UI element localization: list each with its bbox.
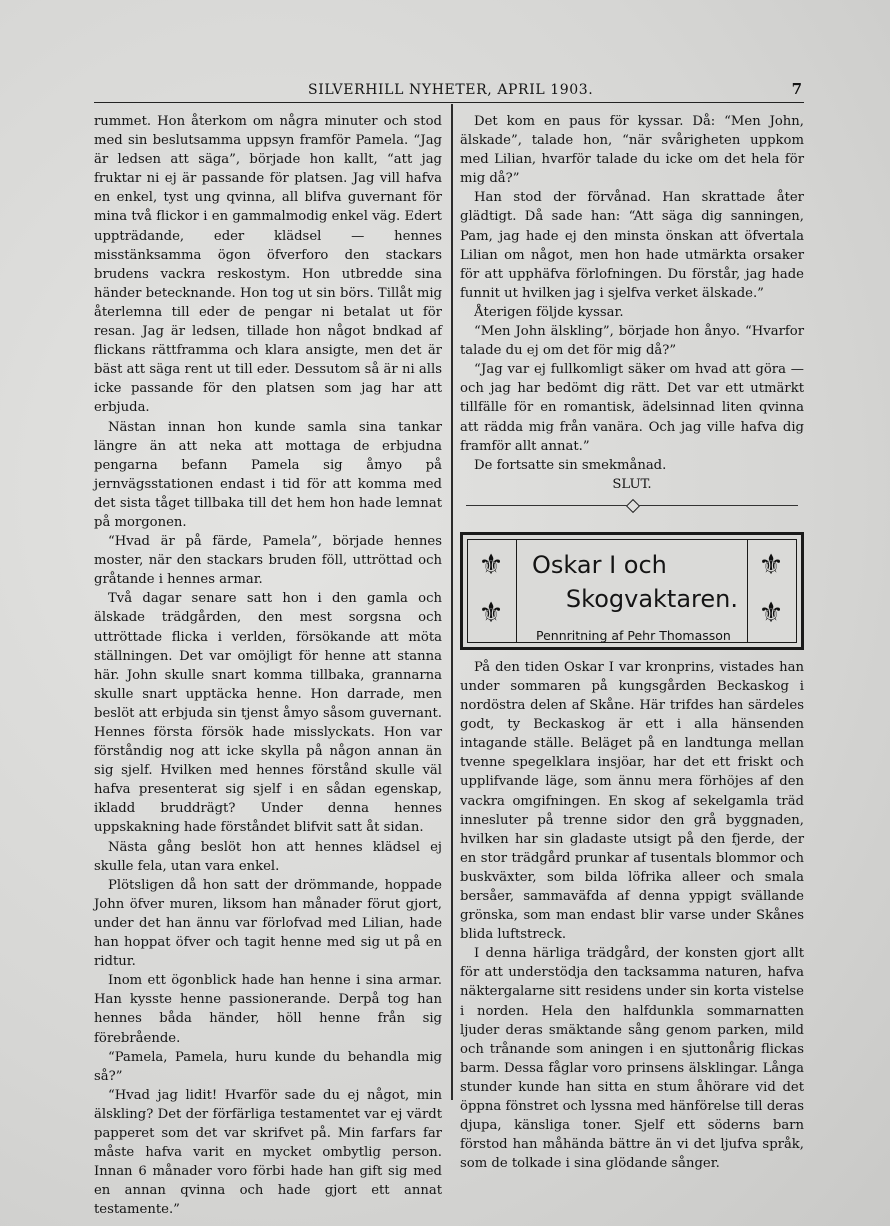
story-title-line1: Oskar I och: [532, 550, 667, 579]
story-end-label: SLUT.: [612, 476, 652, 492]
paragraph: “Hvad jag lidit! Hvarför sade du ej något, min älskling? Det der förfärliga testamentet var ej värdt papperet som det var skrifvet på. Min farfars far måste hafva varit en mycket ombytlig person. Innan 6 månader voro förbi hade han gift sig med en annan qvinna och hade gjort ett annat testamente.”: [94, 1087, 442, 1218]
paragraph: rummet. Hon återkom om några minuter och stod med sin beslutsamma uppsyn framför Pamela. “Jag är ledsen att säga”, började hon kallt, “att jag fruktar ni ej är passande för platsen. Jag vill hafva en enkel, tyst ung qvinna, all blifva guvernant för mina två flickor i en gammalmodig enkel väg. Edert uppträdande, eder klädsel — hennes misstänksamma ögon öfverforo den stackars brudens vackra reskostym. Hon utbredde sina händer betecknande. Hon tog ut sin börs. Tillåt mig återlemna till eder de pengar ni betalat ut för resan. Jag är ledsen, tillade hon något bndkad af flickans rättframma och klara ansigte, men det är bäst att säga rent ut till eder. Dessutom så är ni alls icke passande för den platsen som jag har att erbjuda.: [94, 114, 442, 416]
paragraph: Nästa gång beslöt hon att hennes klädsel ej skulle fela, utan vara enkel.: [94, 839, 442, 874]
diamond-ornament: [626, 499, 640, 513]
fleur-de-lis-icon: ⚜: [758, 595, 784, 629]
story-title-line2: Skogvaktaren.: [565, 584, 738, 613]
paragraph: Det kom en paus för kyssar. Då: “Men John, älskade”, talade hon, “när svårigheten uppkom med Lilian, hvarför talade du icke om det hela för mig då?”: [460, 114, 804, 187]
ornament-column-right: [747, 540, 796, 642]
paragraph: På den tiden Oskar I var kronprins, vistades han under sommaren på kungsgården Beckaskog i nordöstra delen af Skåne. Här trifdes han särdeles godt, ty Beckaskog är ett i alla hänsenden intagande ställe. Beläget på en landtunga mellan tvenne spegelklara insjöar, har det ett friskt och upplifvande läge, som ännu mera förhöjes af den vackra omgifningen. En skog af sekelgamla träd innesluter på trenne sidor den grå byggnaden, hvilken har sin gladaste utsigt på den fjerde, der en stor trädgård prunkar af tusentals blommor och buskväxter, som bilda löfrika alleer och smala bersåer, sammaväfda af denna yppigt svällande grönska, som man endast blir varse under Skånes blida luftstreck.: [460, 659, 804, 943]
fleur-de-lis-icon: ⚜: [478, 547, 504, 581]
newspaper-title: SILVERHILL NYHETER, APRIL 1903.: [308, 82, 594, 98]
paragraph: Han stod der förvånad. Han skrattade åter glädtigt. Då sade han: “Att säga dig sanningen, Pam, jag hade ej den minsta önskan att öfvertala Lilian om något, men hon hade utmärkta orsaker för att upphäfva förlofningen. Du förstår, jag hade funnit ut hvilken jag i sjelfva verket älskade.”: [460, 190, 804, 301]
story-byline: Pennritning af Pehr Thomasson: [536, 627, 731, 643]
paragraph: “Jag var ej fullkomligt säker om hvad att göra — och jag har bedömt dig rätt. Det var ett utmärkt tillfälle för en romantisk, ädelsinnad liten qvinna att rädda mig från vanära. Och jag ville hafva dig framför allt annat.”: [460, 362, 804, 454]
column-divider: [451, 104, 453, 1100]
paragraph: De fortsatte sin smekmånad.: [474, 457, 667, 473]
paragraph: “Men John älskling”, började hon ånyo. “Hvarfor talade du ej om det för mig då?”: [460, 324, 804, 359]
ornament-column-left: [468, 540, 517, 642]
paragraph: Två dagar senare satt hon i den gamla och älskade trädgården, den mest sorgsna och uttröttade flicka i verlden, försökande att möta ställningen. Det var omöjligt för henne att stanna här. John skulle snart komma tillbaka, grannarna skulle snart upptäcka henne. Hon darrade, men beslöt att erbjuda sin tjenst åmyo såsom guvernant. Hennes första försök hade misslyckats. Hon var förståndig nog att icke skylla på någon annan än sig sjelf. Hvilken med hennes förstånd skulle väl hafva presenterat sig sjelf i en sådan egenskap, ikladd bruddrägt? Under denna hennes uppskakning hade förståndet blifvit satt åt sidan.: [94, 591, 442, 836]
diamond-divider-icon: [466, 500, 798, 512]
title-box-frame: [467, 539, 797, 643]
right-column: [460, 112, 804, 1173]
page-number: 7: [791, 80, 802, 98]
paragraph: Nästan innan hon kunde samla sina tankar längre än att neka att mottaga de erbjudna pengarna befann Pamela sig åmyo på jernvägsstationen endast i tid för att komma med det sista tåget tillbaka till det hem hon hade lemnat på morgonen.: [94, 419, 442, 530]
paragraph: “Hvad är på färde, Pamela”, började hennes moster, när den stackars bruden föll, uttröttad och gråtande i hennes armar.: [94, 534, 442, 588]
fleur-de-lis-icon: ⚜: [478, 595, 504, 629]
paragraph: Återigen följde kyssar.: [474, 304, 624, 320]
page-header: [94, 80, 804, 103]
fleur-de-lis-icon: ⚜: [758, 547, 784, 581]
story-title-box: [460, 532, 804, 650]
paragraph: I denna härliga trädgård, der konsten gjort allt för att understödja den tacksamma naturen, hafva näktergalarne sitt residens under sin korta vistelse i norden. Hela den halfdunkla sommarnatten ljuder deras smäktande sång genom parken, mild och trånande som aningen i en sjuttonårig flickas barm. Dessa fåglar voro prinsens älsklingar. Långa stunder kunde han sitta en stum åhörare vid det öppna fönstret och lyssna med hänförelse till deras djupa, känsliga toner. Sjelf ett söderns barn förstod han måhända bättre än vi det ljufva språk, som de tolkade i sina glödande sånger.: [460, 946, 804, 1172]
paragraph: Plötsligen då hon satt der drömmande, hoppade John öfver muren, liksom han månader förut gjort, under det han ännu var förlofvad med Lilian, hade han hoppat öfver och tagit henne med sig ut på en ridtur.: [94, 877, 442, 970]
left-column: [94, 112, 442, 1219]
paragraph: Inom ett ögonblick hade han henne i sina armar. Han kysste henne passionerande. Derpå tog han hennes båda händer, höll henne från sig förebrående.: [94, 973, 442, 1046]
paragraph: “Pamela, Pamela, huru kunde du behandla mig så?”: [94, 1049, 442, 1084]
